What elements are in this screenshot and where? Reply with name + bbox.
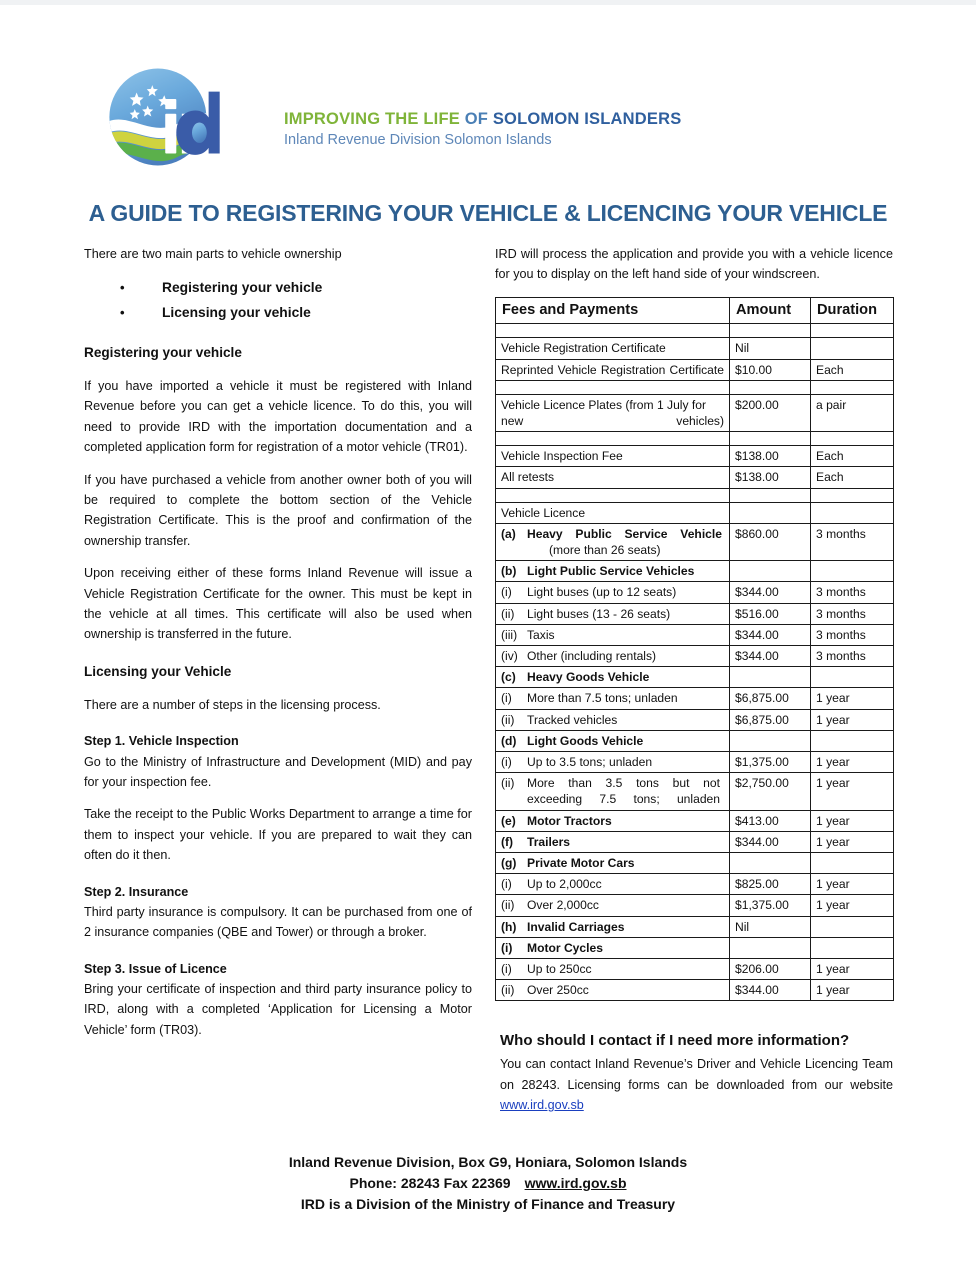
para-step-2: Third party insurance is compulsory. It can be purchased from one of 2 insurance companies (QBE and Tower) or through a broker. xyxy=(84,904,472,940)
heading-step-3: Step 3. Issue of Licence xyxy=(84,961,227,976)
cell-duration: 1 year xyxy=(811,831,894,852)
cell-amount: $344.00 xyxy=(730,645,811,666)
cell-duration xyxy=(811,502,894,523)
table-spacer-row xyxy=(496,488,894,502)
cell-amount: $344.00 xyxy=(730,980,811,1001)
cell-duration: 3 months xyxy=(811,624,894,645)
brand-text xyxy=(284,110,704,148)
footer-address: Inland Revenue Division, Box G9, Honiara, Solomon Islands xyxy=(288,1154,688,1170)
cell-label-text: More than 3.5 tons but not exceeding 7.5 tons; unladen xyxy=(527,776,720,807)
cell-amount xyxy=(730,667,811,688)
list-item: • Registering your vehicle xyxy=(120,276,472,301)
cell-amount xyxy=(730,502,811,523)
cell-fee-label: Vehicle Licence xyxy=(496,502,730,523)
para-ird-process: IRD will process the application and provide you with a vehicle licence for you to display on the left hand side of your windscreen. xyxy=(495,247,893,282)
table-spacer-row xyxy=(496,324,894,338)
cell-amount: $516.00 xyxy=(730,603,811,624)
table-row xyxy=(496,502,894,523)
cell-fee-label xyxy=(496,773,730,810)
cell-label-text: Light buses (up to 12 seats) xyxy=(527,585,677,600)
table-row xyxy=(496,730,894,751)
cell-label-text: Trailers xyxy=(527,834,571,849)
tagline-blue: SOLOMON ISLANDERS xyxy=(492,110,682,128)
cell-index: (h) xyxy=(501,919,517,934)
column-header-fees: Fees and Payments xyxy=(496,297,730,324)
cell-fee-label xyxy=(496,853,730,874)
heading-step-2: Step 2. Insurance xyxy=(84,884,189,899)
table-row xyxy=(496,831,894,852)
cell-index: (i) xyxy=(501,877,512,892)
table-row xyxy=(496,603,894,624)
cell-fee-label xyxy=(496,874,730,895)
para-upon-receiving: Upon receiving either of these forms Inland Revenue will issue a Vehicle Registration Certificate for the owner. This must be kept in the vehicle at all times. This certificate will also be used when ownership is transferred in the future. xyxy=(84,566,472,642)
ird-logo-icon xyxy=(108,58,228,176)
cell-amount: $2,750.00 xyxy=(730,773,811,810)
table-body xyxy=(496,324,894,1001)
cell-index: (d) xyxy=(501,733,517,748)
contact-heading: Who should I contact if I need more information? xyxy=(500,1032,850,1049)
cell-duration xyxy=(811,937,894,958)
cell-label-text: Up to 2,000cc xyxy=(527,877,602,892)
cell-amount xyxy=(730,937,811,958)
cell-label-text: Tracked vehicles xyxy=(527,712,618,727)
footer-division: IRD is a Division of the Ministry of Finance and Treasury xyxy=(300,1196,676,1212)
cell-index: (i) xyxy=(501,691,512,706)
cell-index: (i) xyxy=(501,585,512,600)
cell-fee-label xyxy=(496,730,730,751)
cell-label-text: Light Public Service Vehicles xyxy=(527,564,695,579)
para-step-1-continued: Take the receipt to the Public Works Department to arrange a time for them to inspect your vehicle. If you are prepared to wait they can often do it then. xyxy=(84,807,472,863)
contact-body-text: You can contact Inland Revenue’s Driver and Vehicle Licencing Team on 28243. Licensing forms can be downloaded from our website xyxy=(500,1057,893,1092)
cell-fee-label xyxy=(496,688,730,709)
table-cell xyxy=(730,488,811,502)
cell-fee-label: All retests xyxy=(496,467,730,488)
para-steps-intro: There are a number of steps in the licensing process. xyxy=(84,697,381,712)
cell-duration: Each xyxy=(811,446,894,467)
cell-duration xyxy=(811,667,894,688)
table-row xyxy=(496,980,894,1001)
cell-fee-label: Vehicle Registration Certificate xyxy=(496,338,730,359)
tagline-green: IMPROVING THE LIFE xyxy=(284,110,460,128)
contact-body xyxy=(500,1054,893,1115)
table-row xyxy=(496,359,894,380)
intro-text: There are two main parts to vehicle ownership xyxy=(84,247,342,261)
cell-label-text: More than 7.5 tons; unladen xyxy=(527,691,678,706)
cell-fee-label xyxy=(496,561,730,582)
table-spacer-row xyxy=(496,380,894,394)
right-column xyxy=(495,244,893,1001)
cell-index: (iv) xyxy=(501,648,518,663)
cell-duration: 3 months xyxy=(811,523,894,560)
table-row xyxy=(496,916,894,937)
cell-fee-label xyxy=(496,667,730,688)
cell-duration: 3 months xyxy=(811,582,894,603)
cell-index: (iii) xyxy=(501,627,518,642)
fees-and-payments-table xyxy=(495,297,894,1002)
cell-label-text: Invalid Carriages xyxy=(527,919,625,934)
cell-fee-label xyxy=(496,810,730,831)
cell-fee-label xyxy=(496,709,730,730)
cell-index: (a) xyxy=(501,526,516,541)
tagline-of: OF xyxy=(459,110,493,128)
cell-duration: 1 year xyxy=(811,709,894,730)
table-row xyxy=(496,810,894,831)
cell-label-text: Heavy Goods Vehicle xyxy=(527,670,650,685)
table-row xyxy=(496,467,894,488)
table-spacer-row xyxy=(496,432,894,446)
cell-duration: 1 year xyxy=(811,980,894,1001)
heading-licensing: Licensing your Vehicle xyxy=(84,663,232,679)
cell-fee-label xyxy=(496,916,730,937)
table-row xyxy=(496,667,894,688)
ird-website-link[interactable]: www.ird.gov.sb xyxy=(500,1098,584,1113)
table-row xyxy=(496,959,894,980)
cell-fee-label xyxy=(496,959,730,980)
cell-amount: $206.00 xyxy=(730,959,811,980)
table-row xyxy=(496,853,894,874)
cell-fee-label xyxy=(496,980,730,1001)
heading-step-1: Step 1. Vehicle Inspection xyxy=(84,734,239,749)
cell-duration: 3 months xyxy=(811,603,894,624)
cell-duration: Each xyxy=(811,467,894,488)
cell-duration xyxy=(811,853,894,874)
table-cell xyxy=(730,432,811,446)
cell-duration: 1 year xyxy=(811,959,894,980)
table-row xyxy=(496,645,894,666)
cell-amount: $344.00 xyxy=(730,831,811,852)
column-header-duration: Duration xyxy=(811,297,894,324)
cell-index: (i) xyxy=(501,962,512,977)
cell-index: (ii) xyxy=(501,776,515,791)
cell-amount: Nil xyxy=(730,338,811,359)
table-row xyxy=(496,523,894,560)
cell-amount xyxy=(730,853,811,874)
table-row xyxy=(496,624,894,645)
cell-fee-label xyxy=(496,523,730,560)
table-row xyxy=(496,709,894,730)
cell-label-text: Other (including rentals) xyxy=(527,648,657,663)
cell-sublabel: (more than 26 seats) xyxy=(549,542,661,557)
cell-index: (b) xyxy=(501,564,517,579)
table-row xyxy=(496,561,894,582)
table-row xyxy=(496,773,894,810)
ownership-parts-list xyxy=(84,276,472,326)
para-imported-vehicle: If you have imported a vehicle it must be registered with Inland Revenue before you can get a vehicle licence. To do this, you will need to provide IRD with the importation documentation and a completed application form for registration of a motor vehicle (TR01). xyxy=(84,379,472,455)
list-item: • Licensing your vehicle xyxy=(120,301,472,326)
table-cell xyxy=(496,488,730,502)
cell-label-text: Light buses (13 - 26 seats) xyxy=(527,606,671,621)
table-cell xyxy=(496,432,730,446)
cell-fee-label xyxy=(496,645,730,666)
cell-duration: 1 year xyxy=(811,874,894,895)
masthead xyxy=(108,58,708,176)
cell-amount xyxy=(730,561,811,582)
cell-index: (ii) xyxy=(501,898,515,913)
table-row xyxy=(496,394,894,431)
cell-amount: $10.00 xyxy=(730,359,811,380)
cell-duration: 1 year xyxy=(811,751,894,772)
cell-label-text: Motor Cycles xyxy=(527,940,603,955)
table-row xyxy=(496,937,894,958)
cell-amount: $860.00 xyxy=(730,523,811,560)
table-row xyxy=(496,895,894,916)
contact-section xyxy=(500,1029,893,1115)
cell-index: (c) xyxy=(501,670,516,685)
cell-index: (f) xyxy=(501,834,514,849)
cell-fee-label xyxy=(496,582,730,603)
page-footer xyxy=(0,1152,976,1215)
cell-duration: a pair xyxy=(811,394,894,431)
heading-registering: Registering your vehicle xyxy=(84,345,242,361)
cell-amount: $6,875.00 xyxy=(730,709,811,730)
cell-fee-label xyxy=(496,831,730,852)
cell-fee-label xyxy=(496,937,730,958)
cell-index: (i) xyxy=(501,754,512,769)
cell-fee-label: Reprinted Vehicle Registration Certificate xyxy=(496,359,730,380)
cell-duration: 1 year xyxy=(811,895,894,916)
cell-amount: $413.00 xyxy=(730,810,811,831)
cell-duration xyxy=(811,338,894,359)
cell-fee-label: Vehicle Inspection Fee xyxy=(496,446,730,467)
cell-duration: 1 year xyxy=(811,688,894,709)
cell-fee-label xyxy=(496,895,730,916)
cell-duration xyxy=(811,916,894,937)
cell-label-text: Taxis xyxy=(527,627,555,642)
column-header-amount: Amount xyxy=(730,297,811,324)
cell-amount: $138.00 xyxy=(730,446,811,467)
cell-label-text: Motor Tractors xyxy=(527,813,612,828)
cell-label-text: Over 250cc xyxy=(527,983,589,998)
cell-fee-label xyxy=(496,603,730,624)
cell-amount: $6,875.00 xyxy=(730,688,811,709)
cell-amount: $825.00 xyxy=(730,874,811,895)
table-row xyxy=(496,688,894,709)
table-cell xyxy=(811,380,894,394)
cell-index: (g) xyxy=(501,856,517,870)
cell-duration xyxy=(811,561,894,582)
cell-duration xyxy=(811,730,894,751)
cell-fee-label xyxy=(496,624,730,645)
cell-label-text: Heavy Public Service Vehicle xyxy=(527,526,722,541)
cell-amount: $1,375.00 xyxy=(730,751,811,772)
cell-label-text: Private Motor Cars xyxy=(527,856,635,870)
cell-label-text: Light Goods Vehicle xyxy=(527,733,644,748)
table-row xyxy=(496,338,894,359)
footer-contact xyxy=(0,1173,976,1194)
brand-subtagline: Inland Revenue Division Solomon Islands xyxy=(284,131,552,148)
cell-amount xyxy=(730,730,811,751)
para-step-1: Go to the Ministry of Infrastructure and Development (MID) and pay for your inspection fee. xyxy=(84,754,472,789)
table-head xyxy=(496,297,894,324)
para-purchased-vehicle: If you have purchased a vehicle from another owner both of you will be required to complete the bottom section of the Vehicle Registration Certificate. This is the proof and confirmation of the ownership transfer. xyxy=(84,472,472,548)
cell-duration: 1 year xyxy=(811,810,894,831)
table-cell xyxy=(496,380,730,394)
cell-amount: $200.00 xyxy=(730,394,811,431)
footer-website-link[interactable]: www.ird.gov.sb xyxy=(524,1175,627,1191)
cell-amount: $344.00 xyxy=(730,582,811,603)
table-cell xyxy=(730,380,811,394)
cell-duration: 3 months xyxy=(811,645,894,666)
para-step-3: Bring your certificate of inspection and third party insurance policy to IRD, along with a completed ‘Application for Licensing a Motor Vehicle’ form (TR03). xyxy=(84,982,472,1037)
cell-index: (ii) xyxy=(501,606,515,621)
cell-label-text: Up to 250cc xyxy=(527,962,592,977)
cell-fee-label xyxy=(496,751,730,772)
table-cell xyxy=(730,324,811,338)
cell-index: (ii) xyxy=(501,712,515,727)
cell-index: (ii) xyxy=(501,983,515,998)
cell-amount: $1,375.00 xyxy=(730,895,811,916)
footer-phone-fax: Phone: 28243 Fax 22369 xyxy=(349,1175,511,1191)
table-cell xyxy=(811,324,894,338)
cell-index: (e) xyxy=(501,813,516,828)
cell-amount: $138.00 xyxy=(730,467,811,488)
left-column xyxy=(84,244,472,1052)
table-cell xyxy=(811,432,894,446)
table-cell xyxy=(496,324,730,338)
cell-index: (i) xyxy=(501,940,513,955)
cell-fee-label: Vehicle Licence Plates (from 1 July for new vehicles) xyxy=(496,394,730,431)
table-row xyxy=(496,874,894,895)
cell-duration: 1 year xyxy=(811,773,894,810)
cell-amount: Nil xyxy=(730,916,811,937)
page-title: A GUIDE TO REGISTERING YOUR VEHICLE & LICENCING YOUR VEHICLE xyxy=(88,200,888,226)
table-row xyxy=(496,751,894,772)
cell-label-text: Over 2,000cc xyxy=(527,898,599,913)
cell-duration: Each xyxy=(811,359,894,380)
table-row xyxy=(496,446,894,467)
cell-amount: $344.00 xyxy=(730,624,811,645)
table-header-row xyxy=(496,297,894,324)
table-row xyxy=(496,582,894,603)
brand-tagline xyxy=(284,110,704,129)
cell-label-text: Up to 3.5 tons; unladen xyxy=(527,754,653,769)
table-cell xyxy=(811,488,894,502)
